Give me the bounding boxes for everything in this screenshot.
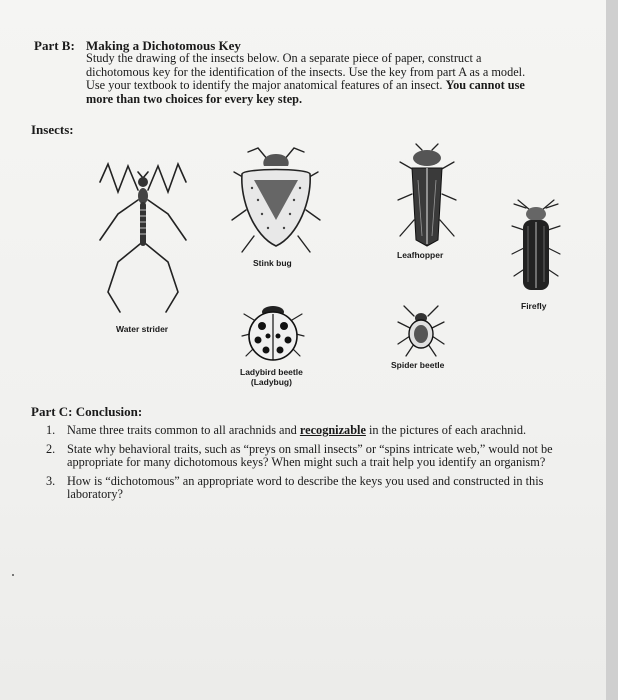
instruction-line: dichotomous key for the identification of the insects. Use the key from part A as a model. [86,64,526,79]
instruction-bold-line: more than two choices for every key step. [86,91,303,106]
stink-bug-caption: Stink bug [253,258,292,268]
question-item [46,443,576,470]
instruction-line: Study the drawing of the insects below. On a separate piece of paper, construct a [86,51,482,65]
page-speck [12,574,14,576]
part-b-instructions [86,52,571,106]
firefly-illustration [508,196,564,298]
question-number: 2. [46,441,56,456]
part-b-label: Part B: [34,38,75,53]
spider-beetle-caption: Spider beetle [391,360,445,370]
instruction-bold-text: You cannot use [445,78,525,93]
leafhopper-illustration [392,140,462,250]
page-edge [606,0,618,700]
question-item [46,475,576,502]
question-item [46,424,576,438]
ladybird-beetle-illustration [240,298,306,364]
question-text: How is “dichotomous” an appropriate word to describe the keys you used and constructed in this laboratory? [67,473,544,502]
leafhopper-caption: Leafhopper [397,250,444,260]
conclusion-questions [46,424,576,507]
question-number: 3. [46,473,56,488]
part-b-title: Making a Dichotomous Key [86,38,241,53]
ladybird-caption-line: (Ladybug) [250,377,292,387]
firefly-caption: Firefly [521,301,547,311]
ladybird-beetle-caption [240,367,303,387]
spider-beetle-illustration [396,304,446,358]
ladybird-caption-line: Ladybird beetle [240,367,303,377]
part-c-label: Part C: Conclusion: [31,404,143,419]
instruction-line [86,79,571,93]
insects-label: Insects: [31,122,74,137]
question-number: 1. [46,423,56,437]
water-strider-illustration [88,152,198,327]
question-text: Name three traits common to all arachnids and [67,423,297,437]
instruction-text: Use your textbook to identify the major anatomical features of an insect. [86,78,443,93]
question-underlined-word: recognizable [299,423,366,437]
question-text: State why behavioral traits, such as “preys on small insects” or “spins intricate web,” would not be appropriate for many dichotomous keys? When might such a trait help you identify an organism? [67,441,553,470]
stink-bug-illustration [228,140,324,258]
question-text: in the pictures of each arachnid. [369,423,527,437]
water-strider-caption: Water strider [116,324,169,334]
